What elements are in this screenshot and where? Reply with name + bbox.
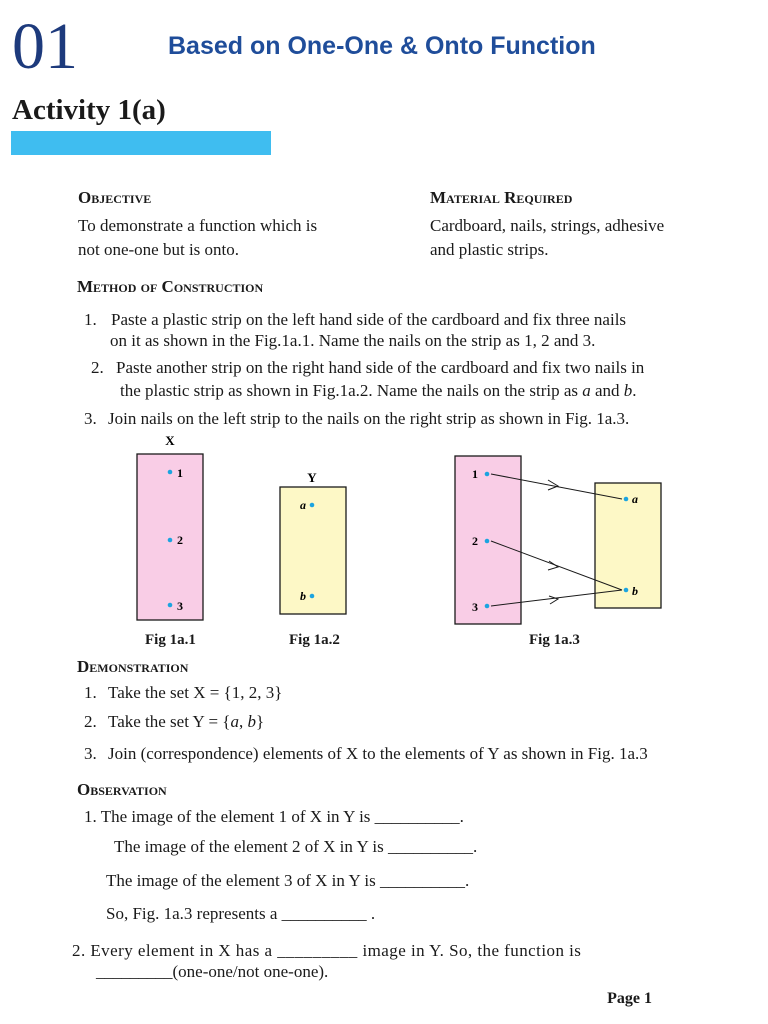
objective-line-2: not one-one but is onto. [78, 239, 240, 259]
fig1-label-3: 3 [177, 599, 183, 613]
fig2-nail-b [310, 594, 315, 599]
objective-heading: Objective [78, 188, 152, 207]
fig3-label-3: 3 [472, 600, 478, 614]
fig2-set-y-label: Y [307, 470, 317, 485]
method-step-3 [84, 409, 629, 429]
nail-label-a: a [582, 381, 591, 400]
material-text [430, 214, 664, 261]
fig3-arrow-3-to-b [549, 596, 558, 604]
observation-line-4: So, Fig. 1a.3 represents a __________ . [106, 904, 376, 923]
demonstration-item-1 [84, 683, 282, 703]
fig2-caption: Fig 1a.2 [289, 632, 340, 648]
fig1-label-1: 1 [177, 466, 183, 480]
objective-line-1: To demonstrate a function which is [78, 216, 318, 235]
fig1-strip-x [137, 454, 203, 620]
observation-line-2: The image of the element 2 of X in Y is __________. [114, 837, 478, 856]
demonstration-item-3-text: Join (correspondence) elements of X to the elements of Y as shown in Fig. 1a.3 [108, 744, 648, 763]
demonstration-item-1-number: 1. [84, 683, 97, 702]
demonstration-heading: Demonstration [77, 657, 189, 676]
fig1-nail-1 [168, 470, 173, 475]
fig1-nail-3 [168, 603, 173, 608]
method-step-2 [91, 358, 644, 378]
observation-item-2-line-1: 2. Every element in X has a _________ image in Y. So, the function is [72, 941, 582, 960]
set-element-a: a [230, 712, 239, 731]
demonstration-item-2-number: 2. [84, 712, 97, 731]
method-step-1-number: 1. [84, 310, 97, 329]
demonstration-item-2 [84, 712, 264, 732]
fig3-nail-2 [485, 539, 490, 544]
activity-title: Activity 1(a) [12, 94, 166, 126]
demonstration-item-3 [84, 744, 648, 764]
method-step-2-line-2-text: the plastic strip as shown in Fig.1a.2. Name the nails on the strip as [120, 381, 583, 400]
observation-line-1: 1. The image of the element 1 of X in Y is __________. [84, 807, 464, 826]
fig3-label-1: 1 [472, 467, 478, 481]
chapter-number: 01 [12, 10, 78, 83]
material-heading: Material Required [430, 188, 573, 207]
method-heading: Method of Construction [77, 277, 264, 296]
fig1-caption: Fig 1a.1 [145, 632, 196, 648]
observation-heading: Observation [77, 780, 167, 799]
nail-label-b: b [623, 381, 633, 400]
fig2-nail-a [310, 503, 315, 508]
material-line-2: and plastic strips. [430, 239, 549, 259]
method-step-2-line-2 [120, 381, 637, 401]
method-step-2-period: . [632, 381, 637, 400]
fig3-label-b: b [632, 584, 638, 598]
fig3-caption: Fig 1a.3 [529, 632, 580, 648]
method-step-2-line-1: Paste another strip on the right hand side of the cardboard and fix two nails in [116, 358, 645, 377]
objective-text [78, 214, 317, 261]
set-close-brace: } [255, 712, 265, 731]
fig3-nail-1 [485, 472, 490, 477]
method-step-1-line-2: on it as shown in the Fig.1a.1. Name the nails on the strip as 1, 2 and 3. [110, 331, 596, 350]
figures-diagram [0, 428, 768, 654]
method-step-2-and: and [590, 381, 624, 400]
fig3-label-2: 2 [472, 534, 478, 548]
method-step-1 [84, 310, 626, 330]
demonstration-item-3-number: 3. [84, 744, 97, 763]
method-step-3-number: 3. [84, 409, 97, 428]
observation-line-3: The image of the element 3 of X in Y is __________. [106, 871, 470, 890]
set-element-b: b [247, 712, 256, 731]
fig2-label-b: b [300, 589, 306, 603]
fig3-label-a: a [632, 492, 638, 506]
fig3-nail-a [624, 497, 629, 502]
fig1-label-2: 2 [177, 533, 183, 547]
chapter-title: Based on One-One & Onto Function [168, 32, 596, 60]
method-step-2-number: 2. [91, 358, 104, 377]
page-number: Page 1 [607, 990, 652, 1007]
material-line-1: Cardboard, nails, strings, adhesive [430, 216, 665, 235]
method-step-1-line-1: Paste a plastic strip on the left hand side of the cardboard and fix three nails [111, 310, 627, 329]
demonstration-item-1-text: Take the set X = {1, 2, 3} [108, 683, 283, 702]
set-separator: , [238, 712, 248, 731]
fig2-label-a: a [300, 498, 306, 512]
title-accent-bar [11, 131, 271, 155]
fig1-set-x-label: X [165, 433, 175, 448]
observation-item-2-line-2: _________(one-one/not one-one). [96, 962, 329, 981]
fig3-nail-3 [485, 604, 490, 609]
fig3-nail-b [624, 588, 629, 593]
fig1-nail-2 [168, 538, 173, 543]
demonstration-item-2-text: Take the set Y = { [108, 712, 231, 731]
method-step-3-line-1: Join nails on the left strip to the nails on the right strip as shown in Fig. 1a.3. [108, 409, 630, 428]
